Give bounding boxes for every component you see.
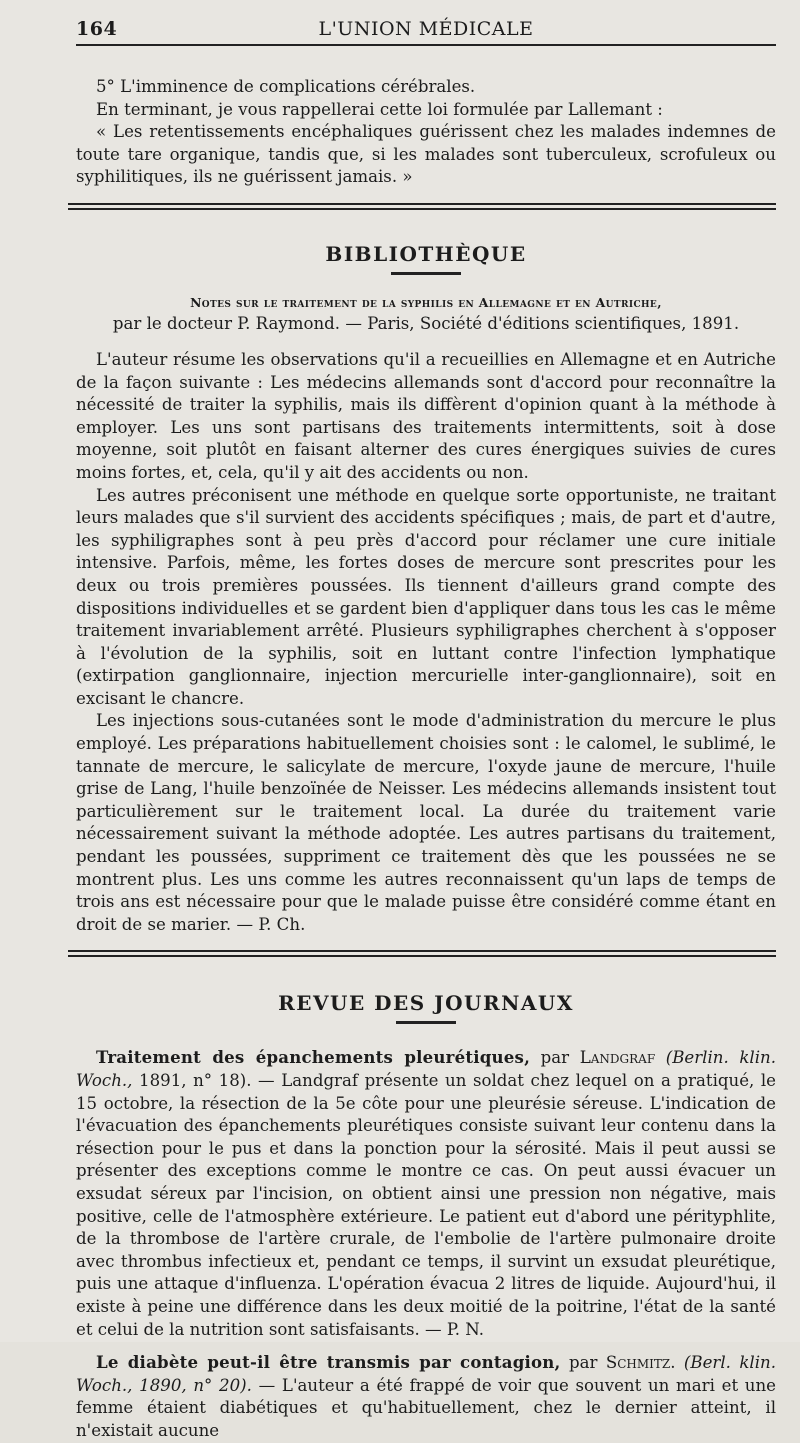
article-2-by: par xyxy=(560,1353,606,1373)
article-2-citation: (Berl. klin. Woch., 1890, n° 20). xyxy=(76,1353,776,1395)
article-2-title: Le diabète peut-il être transmis par contagion, xyxy=(96,1352,561,1373)
article-1-citation: (Berlin. klin. Woch., xyxy=(76,1048,776,1090)
running-title: L'UNION MÉDICALE xyxy=(318,18,534,40)
closing-sentence: En terminant, je vous rappellerai cette loi formulée par Lallemant : xyxy=(96,99,663,119)
review-paragraph-3: Les injections sous-cutanées sont le mode d'administration du mercure le plus employé. Les préparations habituellement choisies sont : le calomel, le sublimé, le tannate de mercure, le salicylate de mercure, l'oxyde jaune de mercure, l'huile grise de Lang, l'huile benzoïnée de Neisser. Les médecins allemands insistent tout particulièrement sur le traitement local. La durée du traitement varie nécessairement suivant la méthode adoptée. Les autres partisans du traitement, pendant les poussées, suppriment ce traitement dès que les poussées ne se montrent plus. Les uns comme les autres reconnaissent qu'un laps de temps de trois ans est nécessaire pour que le malade puisse être considéré comme étant en droit de se marier. — P. Ch. xyxy=(76,711,776,934)
page-number: 164 xyxy=(76,18,118,40)
intro-section xyxy=(76,76,776,189)
book-title xyxy=(76,293,776,313)
lallemant-quote: « Les retentissements encéphaliques guérissent chez les malades indemnes de toute tare organique, tandis que, si les malades sont tuberculeux, scrofuleux ou syphilitiques, ils ne guérissent jamais. » xyxy=(76,122,776,187)
review-paragraph-1: L'auteur résume les observations qu'il a recueillies en Allemagne et en Autriche de la façon suivante : Les médecins allemands sont d'accord pour reconnaître la nécessité de traiter la syphilis, mais ils diffèrent d'opinion quant à la méthode à employer. Les uns sont partisans des traitements intermittents, soit à dose moyenne, soit plutôt en faisant alterner des cures énergiques suivies de cures moins fortes, et, cela, qu'il y ait des accidents ou non. xyxy=(76,349,776,482)
review-paragraph-2: Les autres préconisent une méthode en quelque sorte opportuniste, ne traitant leurs malades que s'il survient des accidents spécifiques ; mais, de part et d'autre, les syphiligraphes sont à peu près d'accord pour réclamer une cure initiale intensive. Parfois, même, les fortes doses de mercure sont prescrites pour les deux ou trois premières poussées. Ils tiennent d'ailleurs grand compte des dispositions individuelles et se gardent bien d'appliquer dans tous les cas le même traitement invariablement arrêté. Plusieurs syphiligraphes cherchent à s'opposer à l'évolution de la syphilis, soit en luttant contre l'infection lymphatique (extirpation ganglionnaire, injection mercurielle inter-ganglionnaire), soit en excisant le chancre. xyxy=(76,485,776,708)
article-2-author: Schmitz. xyxy=(605,1353,676,1373)
article-2 xyxy=(76,1351,776,1442)
running-header xyxy=(76,14,776,46)
article-1-title: Traitement des épanchements pleurétiques, xyxy=(96,1047,531,1068)
article-1 xyxy=(76,1046,776,1341)
article-2-body: — L'auteur a été frappé de voir que souvent un mari et une femme étaient diabétiques et qu'habituellement, chez le dernier atteint, il n'existait aucune xyxy=(76,1375,777,1440)
revue-heading: REVUE DES JOURNAUX xyxy=(278,991,574,1016)
book-author: par le docteur P. Raymond. — Paris, Société d'éditions scientifiques, 1891. xyxy=(112,313,740,333)
list-item-5: 5° L'imminence de complications cérébrales. xyxy=(96,77,476,96)
article-1-by: par xyxy=(530,1048,580,1068)
bibliotheque-heading: BIBLIOTHÈQUE xyxy=(325,241,527,266)
section-divider xyxy=(68,203,776,210)
heading-rule xyxy=(396,1021,456,1024)
article-1-body: 1891, n° 18). — Landgraf présente un soldat chez lequel on a pratiqué, le 15 octobre, la résection de la 5e côte pour une pleurésie séreuse. L'indication de l'évacuation des épanchements pleurétiques consiste suivant leur contenu dans la résection pour le pus et dans la ponction pour la sérosité. Mais il peut aussi se présenter des exceptions comme le montre ce cas. On peut aussi évacuer un exsudat séreux par l'incision, on obtient ainsi une pression non négative, mais positive, celle de l'atmosphère extérieure. Le patient eut d'abord une pérityphlite, de la thrombose de l'artère crurale, de l'embolie de l'artère pulmonaire droite avec thrombus infectieux et, pendant ce temps, il survint un exsudat pleurétique, puis une attaque d'influenza. L'opération évacua 2 litres de liquide. Aujourd'hui, il existe à peine une différence dans les deux moitié de la poitrine, l'état de la santé et celui de la nutrition sont satisfaisants. — P. N. xyxy=(76,1071,776,1339)
section-divider xyxy=(68,950,776,957)
book-title-text: Notes sur le traitement de la syphilis en Allemagne et en Autriche, xyxy=(190,294,662,310)
article-1-author: Landgraf xyxy=(579,1048,656,1068)
heading-rule xyxy=(391,272,461,275)
